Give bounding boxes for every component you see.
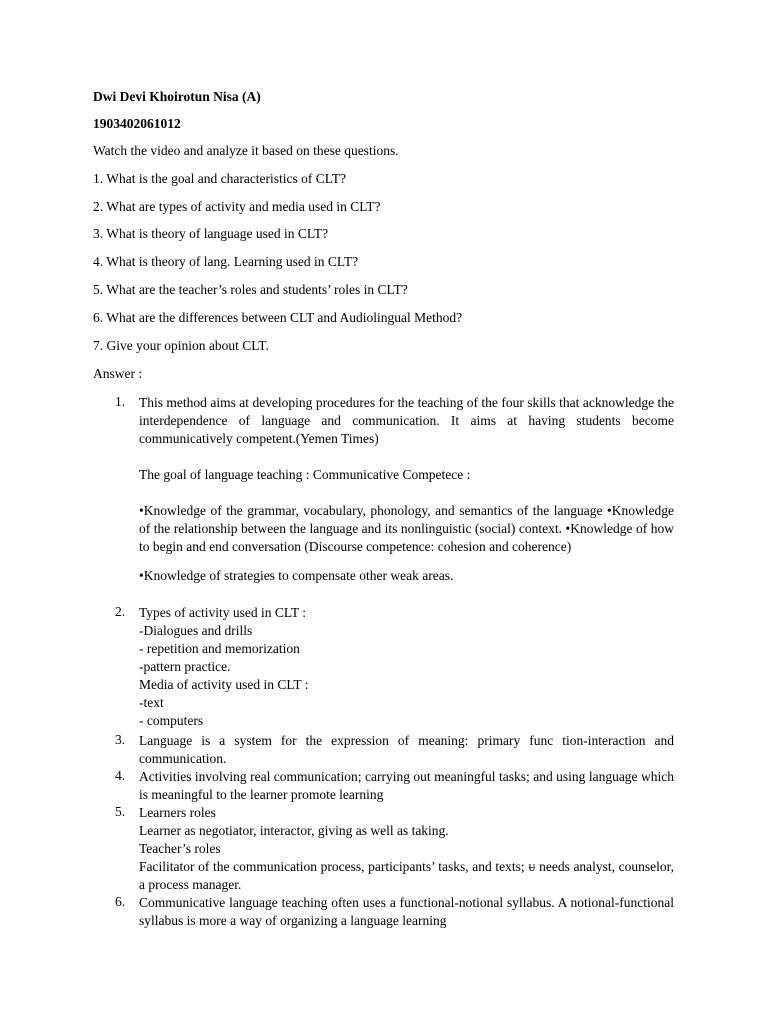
answer-item-3	[93, 732, 674, 768]
answer-line: Learner as negotiator, interactor, giving as well as taking.	[139, 823, 449, 838]
answer-line: - repetition and memorization	[139, 641, 300, 656]
answer-item-2	[93, 604, 674, 730]
answer-text: Communicative language teaching often uses a functional-notional syllabus. A notional-functional syllabus is more a way of organizing a language learning	[139, 895, 674, 928]
answer-line: Learners roles	[139, 805, 216, 820]
answer-line: Media of activity used in CLT :	[139, 677, 309, 692]
answer-item-6	[93, 894, 674, 930]
answer-text: Facilitator of the communication process, participants’ tasks, and texts; ᵾ needs analyst, counselor, a process manager.	[139, 859, 674, 892]
answer-number: 4.	[115, 768, 126, 783]
answer-number: 1.	[115, 394, 126, 409]
answer-text: Activities involving real communication; carrying out meaningful tasks; and using language which is meaningful to the learner promote learning	[139, 769, 674, 802]
answer-item-5	[93, 804, 674, 894]
answer-item-1	[93, 394, 674, 585]
question-5: 5. What are the teacher’s roles and students’ roles in CLT?	[93, 282, 408, 297]
answer-line: Types of activity used in CLT :	[139, 605, 307, 620]
answer-item-4	[93, 768, 674, 804]
answer-number: 2.	[115, 604, 126, 619]
question-1: 1. What is the goal and characteristics of CLT?	[93, 171, 347, 186]
question-6: 6. What are the differences between CLT and Audiolingual Method?	[93, 310, 463, 325]
intro-text: Watch the video and analyze it based on these questions.	[93, 143, 399, 158]
answer-label: Answer :	[93, 366, 143, 381]
answer-paragraph: •Knowledge of strategies to compensate other weak areas.	[139, 568, 454, 583]
answer-line: -Dialogues and drills	[139, 623, 253, 638]
answer-line: - computers	[139, 713, 204, 728]
question-3: 3. What is theory of language used in CLT?	[93, 226, 329, 241]
answer-paragraph: The goal of language teaching : Communicative Competece :	[139, 467, 471, 482]
answer-number: 3.	[115, 732, 126, 747]
question-7: 7. Give your opinion about CLT.	[93, 338, 269, 353]
answer-line: -text	[139, 695, 164, 710]
question-4: 4. What is theory of lang. Learning used in CLT?	[93, 254, 359, 269]
student-id: 1903402061012	[93, 116, 181, 131]
answer-paragraph: This method aims at developing procedures for the teaching of the four skills that acknowledge the interdependence of language and communication. It aims at having students become communicatively competent.(Yemen Times)	[139, 395, 674, 446]
answer-text: Language is a system for the expression of meaning: primary func tion-interaction and communication.	[139, 733, 674, 766]
answer-line: Teacher’s roles	[139, 841, 221, 856]
answer-number: 5.	[115, 804, 126, 819]
answer-line: -pattern practice.	[139, 659, 231, 674]
student-name: Dwi Devi Khoirotun Nisa (A)	[93, 89, 261, 104]
question-2: 2. What are types of activity and media used in CLT?	[93, 199, 381, 214]
answer-paragraph: •Knowledge of the grammar, vocabulary, phonology, and semantics of the language •Knowledge of the relationship between the language and its nonlinguistic (social) context. •Knowledge of how to begin and end conversation (Discourse competence: cohesion and coherence)	[139, 503, 674, 554]
answer-number: 6.	[115, 894, 126, 909]
